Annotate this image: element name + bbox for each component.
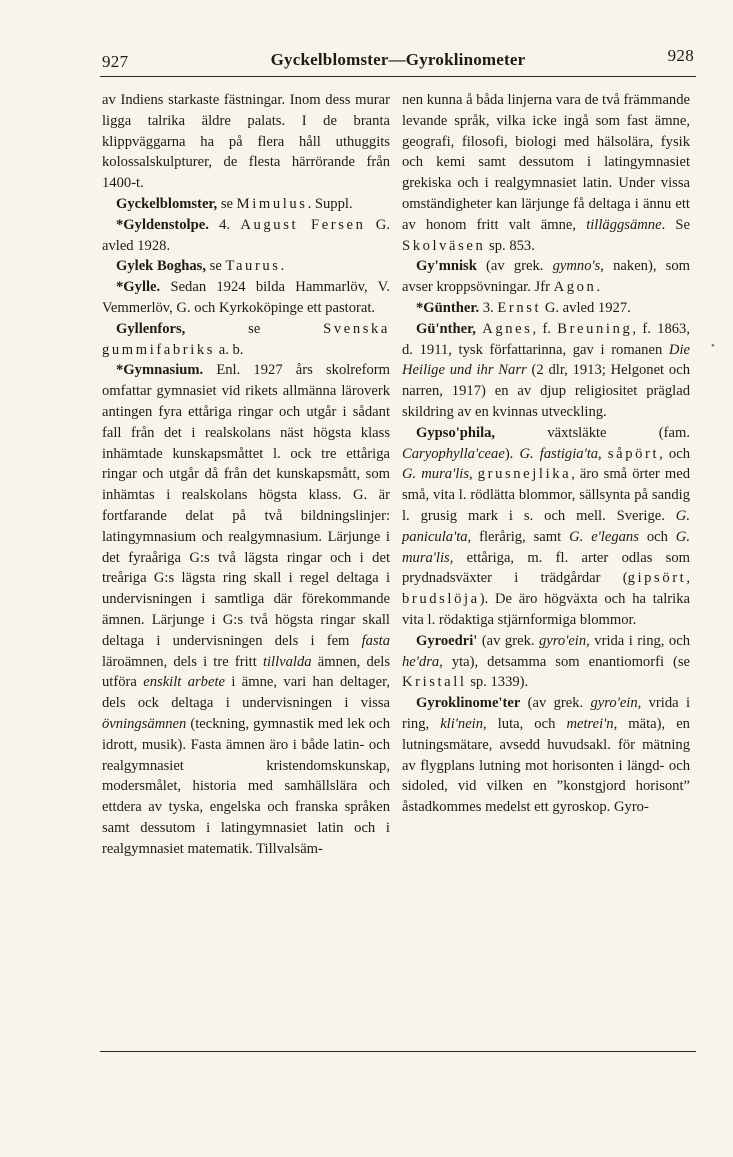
entry-gyroklinometer: Gyroklinome'ter (av grek. gyro'ein, vrida i ring, kli'nein, luta, och metrei'n, mäta), en lutningsmätare, avsedd huvudsakl. för mätning av flygplans lutning mot horisonten i längd- och sidoled, vid vilken en ”konstgjord horisont” åstadkommes medelst ett gyroskop. Gyro- [402,695,690,816]
cross-reference: Kristall [402,674,467,691]
headword: Gyllenfors, [116,320,186,337]
header-title: Gyckelblomster—Gyroklinometer [270,50,526,69]
margin-mark: • [711,340,715,352]
cross-reference: Mimulus [236,195,308,212]
column-right [402,90,690,818]
footer-rule [100,1051,696,1052]
headword: *Gyldenstolpe. [116,216,209,233]
headword: Gy'mnisk [416,258,477,275]
column-left [102,90,390,859]
headword: Gyroedri' [416,632,478,649]
entry-gylek-boghas: Gylek Boghas, se Taurus. [116,258,285,275]
headword: Gylek Boghas, [116,258,207,275]
entry-gyldenstolpe: *Gyldenstolpe. 4. August Fersen G. avled 1928. [102,216,390,254]
entry-continuation: nen kunna å båda linjerna vara de två främmande levande språk, vilka icke ingå som fast ämne, geografi, filosofi, biologi med hälsolära, fysik och kemi samt dessutom i latingymnasiet grekiska och i realgymnasiet latin. Under vissa omständigheter kan lärjunge få deltaga i ännu ett av honom fritt valt ämne, tilläggsämne. Se Skolväsen sp. 853. [402,92,691,254]
headword: *Gymnasium. [116,362,204,379]
running-header [100,46,696,76]
headword: Gyroklinome'ter [416,695,521,712]
header-rule [100,76,696,77]
entry-gymnasium: *Gymnasium. Enl. 1927 års skolreform omfattar gymnasiet vid rikets allmänna läroverk antingen fyra ettåriga ringar och utgår i sådant fall från det i realskolans näst högsta klass inhämtade kunskapsmåttet l. ock tre ettåriga ringar och utgår då från det kunskapsmått, som inhämtas i realskolans högsta klass. G. är fortfarande delat på två bildningslinjer: latingymnasium och realgymnasium. Lärjunge i det fyraåriga G:s två lägsta ringar och i det treåriga G:s lägsta ring skall i regel deltaga i undervisningen i samtliga där förekommande ämnen. Lärjunge i G:s två högsta ringar skall deltaga i undervisningen dels i fem fasta läroämnen, dels i tre fritt tillvalda ämnen, dels utföra enskilt arbete i ämne, vari han deltager, dels ock deltaga i undervisningen i vissa övningsämnen (teckning, gymnastik med lek och idrott, musik). Fasta ämnen äro i både latin- och realgymnasiet kristendomskunskap, modersmålet, historia med samhällslära och ettdera av tyska, engelska och franska språken samt dessutom i latingymnasiet latin och i realgymnasiet matematik. Tillvalsäm- [102,362,391,857]
headword: Gyckelblomster, [116,195,218,212]
cross-reference: Taurus [225,258,281,275]
headword: *Günther. [416,299,480,316]
headword: Gü'nther, [416,320,476,337]
cross-reference: Svenska gummifabriks [102,320,390,358]
entry-gyroedri: Gyroedri' (av grek. gyro'ein, vrida i ring, och he'dra, yta), detsamma som enantiomorfi (se Kristall sp. 1339). [402,632,690,691]
headword: Gypso'phila, [416,424,496,441]
entry-gylle: *Gylle. Sedan 1924 bilda Hammarlöv, V. Vemmerlöv, G. och Kyrkoköpinge ett pastorat. [102,279,390,316]
entry-continuation: av Indiens starkaste fästningar. Inom dess murar ligga talrika äldre palats. I de branta klippväggarna ha på flera håll uthuggits kolossalskulpturer, de flesta härrörande från 1400-t. [102,92,390,192]
page-number-left: 927 [102,52,129,71]
headword: *Gylle. [116,279,161,296]
page-number-right: 928 [667,46,694,65]
entry-gypsophila: Gypso'phila, växtsläkte (fam. Caryophylla'ceae). G. fastigia'ta, såpört, och G. mura'lis, grusnejlika, äro små örter med små, vita l. rödlätta blommor, sällsynta på sandig l. grusig mark i s. och mell. Sverige. G. panicula'ta, flerårig, samt G. e'legans och G. mura'lis, ettåriga, m. fl. arter odlas som prydnadsväxter i trädgårdar (gipsört, brudslöja). De äro högväxta och ha talrika vita l. rödaktiga stjärnformiga blommor. [402,424,691,628]
entry-gyckelblomster: Gyckelblomster, se Mimulus. Suppl. [116,195,353,212]
entry-gymnisk: Gy'mnisk (av grek. gymno's, naken), som avser kroppsövningar. Jfr Agon. [402,258,690,296]
cross-reference: Agon [553,279,597,296]
entry-gunther-ernst: *Günther. 3. Ernst G. avled 1927. [416,299,631,316]
entry-gunther-agnes: Gü'nther, Agnes, f. Breuning, f. 1863, d. 1911, tysk författarinna, gav i romanen Die Heilige und ihr Narr (2 dlr, 1913; Helgonet och narren, 1917) en av djup religiositet präglad skildring av en kvinnas utveckling. [402,320,690,420]
entry-gyllenfors: Gyllenfors, se Svenska gummifabriks a. b. [102,320,390,358]
cross-reference: Skolväsen [402,237,486,254]
